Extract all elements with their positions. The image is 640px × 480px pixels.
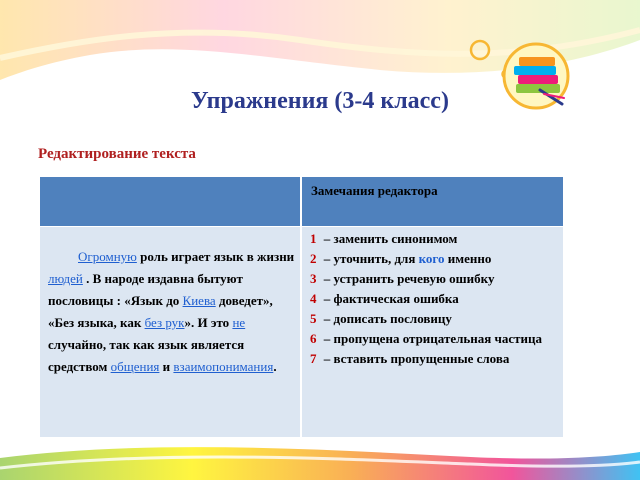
note-number: 6 [310, 331, 317, 346]
passage-part: роль играет язык в жизни [136, 249, 295, 264]
text-cell [40, 227, 301, 437]
note-item [310, 231, 560, 246]
note-text: – заменить синонимом [320, 231, 458, 246]
note-text-tail: именно [444, 251, 492, 266]
note-number: 5 [310, 311, 317, 326]
note-item [310, 351, 560, 366]
marked-word-5: не [232, 315, 246, 330]
bottom-wave [0, 447, 640, 480]
note-text: – уточнить, для [320, 251, 419, 266]
passage-part: ». И это [184, 315, 233, 330]
notes-cell [302, 227, 563, 437]
note-text: – вставить пропущенные слова [320, 351, 510, 366]
note-item [310, 291, 560, 306]
table-header-right [302, 177, 563, 226]
editing-table [40, 177, 563, 437]
editor-notes-list [310, 231, 560, 371]
header-right-label: Замечания редактора [311, 183, 438, 198]
marked-word-2: людей [48, 271, 83, 286]
passage-part: и [159, 359, 174, 374]
table-header-left [40, 177, 301, 226]
note-item [310, 331, 560, 346]
note-number: 1 [310, 231, 317, 246]
note-number: 2 [310, 251, 317, 266]
text-passage [48, 246, 300, 378]
note-emphasis: кого [418, 251, 445, 266]
note-item [310, 251, 560, 266]
note-number: 4 [310, 291, 317, 306]
passage-part: . В народе издавна бытуют пословицы : «Язык до [48, 271, 243, 308]
passage-part: случайно, так как язык является средством [48, 337, 245, 374]
note-number: 7 [310, 351, 317, 366]
note-text: – фактическая ошибка [320, 291, 459, 306]
marked-word-1: Огромную [78, 249, 137, 264]
slide-subtitle: Редактирование текста [38, 146, 196, 162]
marked-word-7: взаимопонимания [173, 359, 274, 374]
marked-word-3: Киева [182, 293, 216, 308]
note-text: – пропущена отрицательная частица [320, 331, 543, 346]
marked-word-4: без рук [144, 315, 185, 330]
marked-word-6: общения [110, 359, 160, 374]
note-number: 3 [310, 271, 317, 286]
passage-part: . [273, 359, 277, 374]
note-item [310, 271, 560, 286]
passage-part: доведет», «Без языка, как [48, 293, 273, 330]
note-item [310, 311, 560, 326]
slide-title: Упражнения (3-4 класс) [191, 88, 449, 114]
note-text: – устранить речевую ошибку [320, 271, 495, 286]
note-text: – дописать пословицу [320, 311, 452, 326]
